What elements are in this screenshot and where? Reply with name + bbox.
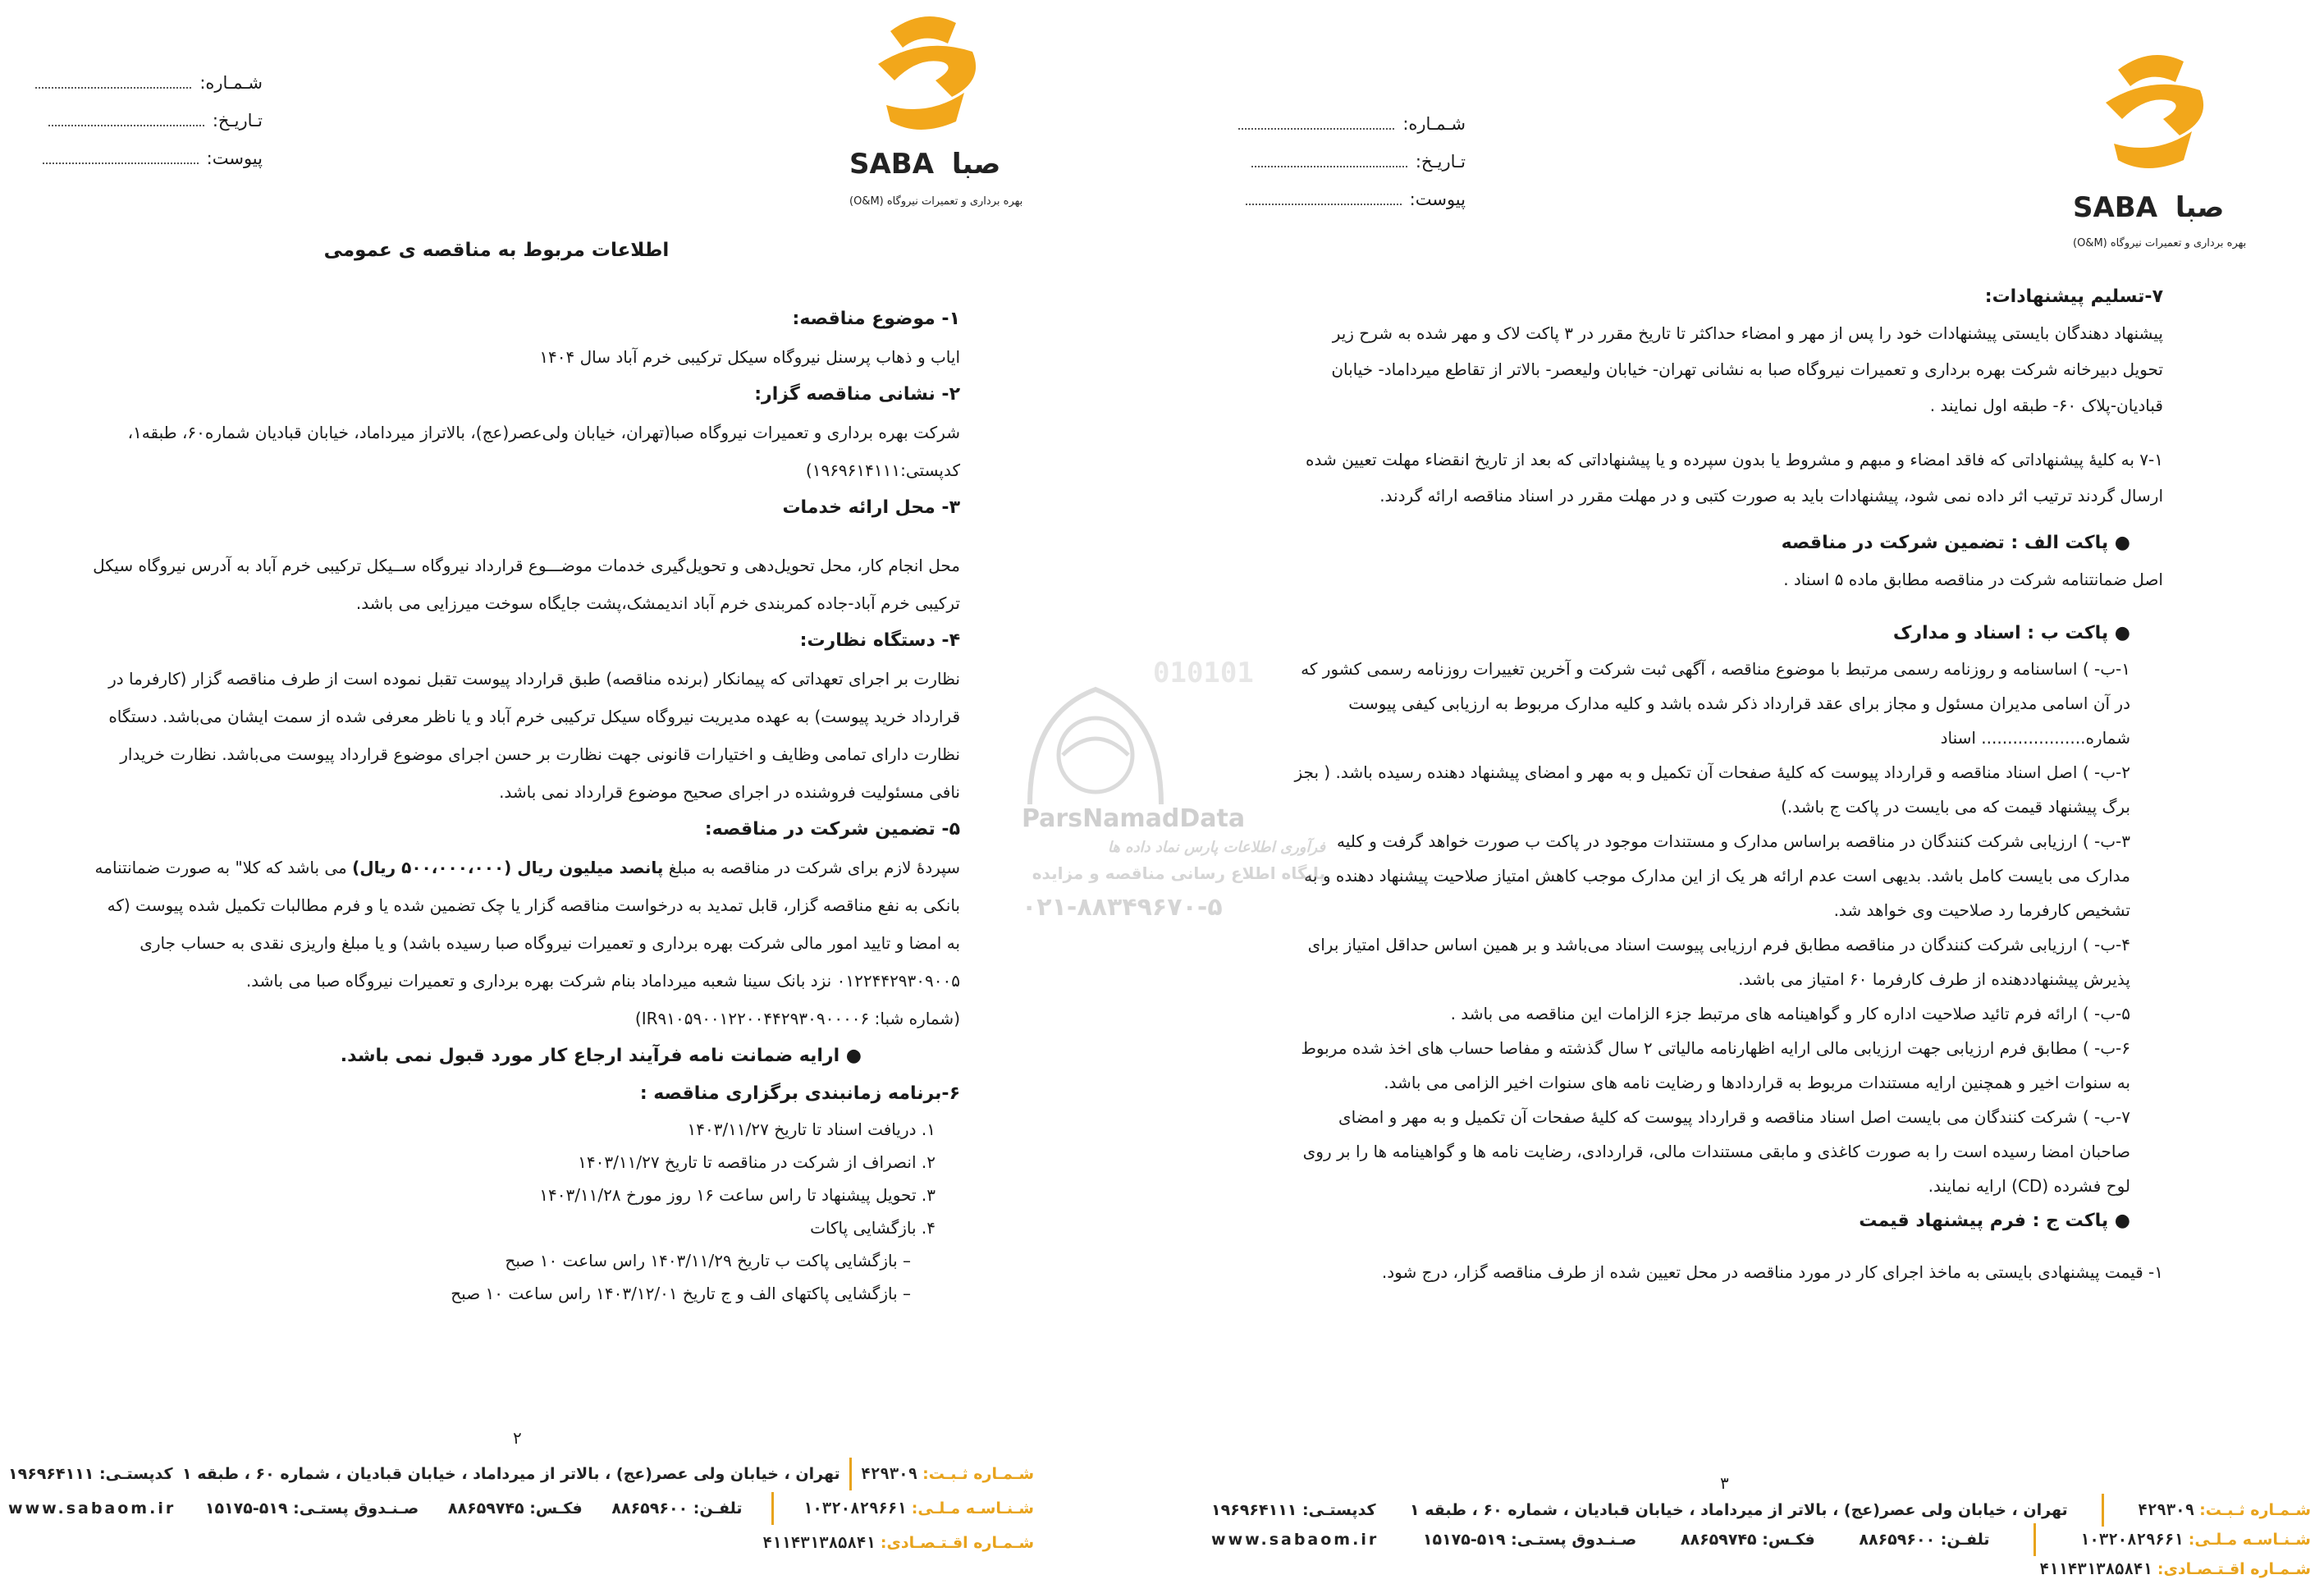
- meta-number-blank: [1238, 127, 1394, 130]
- saba-logo-mark-icon: [853, 7, 993, 142]
- section-1-text: ایاب و ذهاب پرسنل نیروگاه سیکل ترکیبی خرم آباد سال ۱۴۰۴: [539, 347, 960, 367]
- section-2-heading: ۲- نشانی مناقصه گزار:: [754, 384, 960, 405]
- schedule-item: – بازگشایی پاکتهای الف و ج تاریخ ۱۴۰۳/۱۲/۰۱ راس ساعت ۱۰ صبح: [451, 1284, 911, 1303]
- letterhead-footer: [8, 1457, 1034, 1560]
- po-box: صـنـدوق پستـی: ۵۱۹-۱۵۱۷۵: [1422, 1531, 1637, 1549]
- postal-code: کدپستـی: ۱۹۶۹۶۴۱۱۱: [1211, 1501, 1376, 1519]
- sheba-number: (شماره شبا: IR۹۱۰۵۹۰۰۱۲۲۰۰۴۴۲۹۳۰۹۰۰۰۰۶): [634, 1009, 960, 1028]
- schedule-item: ۳. تحویل پیشنهاد تا راس ساعت ۱۶ روز مورخ ۱۴۰۳/۱۱/۲۸: [539, 1185, 936, 1205]
- schedule-item: ۱. دریافت اسناد تا تاریخ ۱۴۰۳/۱۱/۲۷: [687, 1119, 936, 1139]
- schedule-item: ۲. انصراف از شرکت در مناقصه تا تاریخ ۱۴۰۳/۱۱/۲۷: [578, 1152, 936, 1172]
- economic-number: شـمـاره اقـتـصـادی: ۴۱۱۴۳۱۳۸۵۸۴۱: [762, 1534, 1034, 1552]
- parsnamad-watermark: [1005, 657, 1350, 952]
- meta-attachment-blank: [43, 162, 199, 164]
- document-title: اطلاعات مربوط به مناقصه ی عمومی: [323, 240, 670, 261]
- page-number: ۳: [1720, 1473, 1729, 1493]
- watermark-binary: 010101: [1153, 657, 1254, 689]
- watermark-line1: فرآوری اطلاعات پارس نماد داده ها: [1107, 839, 1325, 856]
- company-logo: [2048, 45, 2247, 250]
- section-3-text: محل انجام کار، محل تحویل‌دهی و تحویل‌گیری خدمات موضـــوع قرارداد نیروگاه ســیکل ترکیبی خرم آباد به آدرس نیروگاه سیکل ترکیبی خرم آباد-جاده کمربندی خرم آباد اندیمشک،پشت جایگاه سوخت میرزایی می باشد.: [93, 556, 960, 613]
- brand-name-fa: صبا: [2175, 191, 2225, 224]
- fax-number: فکـس: ۸۸۶۵۹۷۴۵: [1680, 1531, 1815, 1549]
- page-2: [0, 0, 1047, 1584]
- packet-c-text: ۱- قیمت پیشنهادی بایستی به ماخذ اجرای کار در مورد مناقصه در محل تعیین شده از طرف مناقصه گزار، درج شود.: [1381, 1262, 2163, 1282]
- document-meta: [33, 64, 263, 177]
- footer-divider: [771, 1492, 774, 1525]
- brand-logotype: [2073, 191, 2224, 224]
- schedule-item: – بازگشایی پاکت ب تاریخ ۱۴۰۳/۱۱/۲۹ راس ساعت ۱۰ صبح: [505, 1251, 911, 1270]
- meta-date-blank: [1251, 165, 1407, 167]
- company-address: تهران ، خیابان ولی عصر(عج) ، بالاتر از میرداماد ، خیابان قبادیان ، شماره ۶۰ ، طبقه ۱: [1409, 1501, 2068, 1519]
- packet-a-heading: ● پاکت الف : تضمین شرکت در مناقصه: [1781, 533, 2130, 553]
- packet-b-item: ۷-ب- ) شرکت کنندگان می بایست اصل اسناد مناقصه و قرارداد پیوست که کلیهٔ صفحات آن تکمیل و به مهر و امضای صاحبان امضا رسیده است را به صورت کاغذی و مابقی مستندات مالی، قراردادی، رضایت نامه ها و گواهینامه ها را بر روی لوح فشرده (CD) ارایه نمایند.: [1302, 1107, 2130, 1196]
- watermark-phone: ۰۲۱-۸۸۳۴۹۶۷۰-۵: [1022, 893, 1223, 922]
- packet-a-text: اصل ضمانتنامه شرکت در مناقصه مطابق ماده ۵ اسناد .: [1783, 570, 2163, 589]
- right-page-body: [1293, 279, 2163, 1290]
- section-7-heading: ۷-تسلیم پیشنهادات:: [1984, 286, 2163, 307]
- packet-b-item: ۴-ب- ) ارزیابی شرکت کنندگان در مناقصه مطابق فرم ارزیابی پیوست اسناد می‌باشد و بر همین اساس حداقل امتیاز برای پذیرش پیشنهاددهنده از طرف کارفرما ۶۰ امتیاز می باشد.: [1307, 935, 2130, 989]
- meta-date-blank: [48, 124, 204, 126]
- guarantee-note: ● ارایه ضمانت نامه فرآیند ارجاع کار مورد قبول نمی باشد.: [340, 1046, 862, 1066]
- brand-name-en: SABA: [2073, 191, 2158, 224]
- postal-code: کدپستـی: ۱۹۶۹۶۴۱۱۱: [8, 1465, 173, 1483]
- left-page-body: [90, 300, 960, 1310]
- page-number: ۲: [513, 1428, 522, 1448]
- po-box: صـنـدوق پستـی: ۵۱۹-۱۵۱۷۵: [204, 1499, 419, 1518]
- section-7-1-text: ۷-۱ به کلیهٔ پیشنهاداتی که فاقد امضاء و مبهم و مشروط یا بدون سپرده و یا پیشنهاداتی که بعد از تاریخ انقضاء مهلت تعیین شده ارسال گردند ترتیب اثر داده نمی شود، پیشنهادات باید به صورت کتبی و در مهلت مقرر در اسناد مناقصه ارائه گردند.: [1306, 450, 2163, 506]
- packet-b-item: ۱-ب- ) اساسنامه و روزنامه رسمی مرتبط با موضوع مناقصه ، آگهی ثبت شرکت و آخرین تغییرات روزنامه رسمی کشور که در آن اسامی مدیران مسئول و مجاز برای عقد قرارداد ذکر شده باشد و کلیه مدارک مربوط به ارزیابی کیفی پیوست شماره.................... اسناد: [1301, 659, 2130, 748]
- meta-date: تـاریـخ:: [1236, 143, 1466, 181]
- section-3-heading: ۳- محل ارائه خدمات: [782, 497, 960, 518]
- brand-logotype: [849, 148, 1000, 181]
- section-2-text: شرکت بهره برداری و تعمیرات نیروگاه صبا(تهران، خیابان ولی‌عصر(عج)، بالاتراز میرداماد، خیابان قبادیان شماره۶۰، طبقه۱، کدپستی:۱۹۶۹۶۱۴۱۱۱): [127, 423, 960, 480]
- brand-subtitle: بهره برداری و تعمیرات نیروگاه (O&M): [849, 195, 1023, 208]
- phone-number: تلفـن: ۸۸۶۵۹۶۰۰: [1859, 1531, 1990, 1549]
- packet-b-item: ۵-ب- ) ارائه فرم تائید صلاحیت اداره کار و گواهینامه های مرتبط جزء الزامات این مناقصه می باشد .: [1450, 1004, 2130, 1023]
- fax-number: فکـس: ۸۸۶۵۹۷۴۵: [447, 1499, 583, 1518]
- section-5-text: سپردهٔ لازم برای شرکت در مناقصه به مبلغ پانصد میلیون ریال (۵۰۰،۰۰۰،۰۰۰ ریال) می باشد که کلا" به صورت ضمانتنامه بانکی به نفع مناقصه گزار، قابل تمدید به درخواست مناقصه گزار یا چک تضمین شده یا و فرم مطالبات تکمیل شده پیوست (که به امضا و تایید امور مالی شرکت بهره برداری و تعمیرات نیروگاه صبا رسیده باشد) و یا مبلغ واریزی نقدی به حساب جاری ۰۱۲۲۴۴۲۹۳۰۹۰۰۵ نزد بانک سینا شعبه میرداماد بنام شرکت بهره برداری و تعمیرات نیروگاه صبا می باشد.: [94, 858, 960, 991]
- packet-c-heading: ● پاکت ج : فرم پیشنهاد قیمت: [1859, 1211, 2130, 1231]
- economic-number: شـمـاره اقـتـصـادی: ۴۱۱۴۳۱۳۸۵۸۴۱: [2039, 1560, 2311, 1578]
- section-1-heading: ۱- موضوع مناقصه:: [792, 309, 960, 329]
- section-7-text: پیشنهاد دهندگان بایستی پیشنهادات خود را پس از مهر و امضاء حداکثر تا تاریخ مقرر در ۳ پاکت لاک و مهر شده به شرح زیر تحویل دبیرخانه شرکت بهره برداری و تعمیرات نیروگاه صبا به نشانی تهران- خیابان ولیعصر- بالاتر از تقاطع میرداماد- خیابان قبادیان-پلاک ۶۰- طبقه اول نمایند .: [1331, 323, 2163, 415]
- packet-b-item: ۳-ب- ) ارزیابی شرکت کنندگان در مناقصه براساس مدارک و مستندات موجود در پاکت ب صورت خواهد گرفت و کلیه مدارک می بایست کامل باشد. بدیهی است عدم ارائه هر یک از این مدارک موجب کاهش امتیاز صلاحیت پیشنهاد دهنده و به تشخیص کارفرما رد صلاحیت وی خواهد شد.: [1304, 831, 2130, 920]
- section-4-text: نظارت بر اجرای تعهداتی که پیمانکار (برنده مناقصه) طبق قرارداد پیوست تقبل نموده است از طرف مناقصه گزار (کارفرما در قرارداد خرید پیوست) به عهده مدیریت نیروگاه سیکل ترکیبی خرم آباد و یا ناظر معرفی شده از سمت ایشان می‌باشد. دستگاه نظارت دارای تمامی وظایف و اختیارات قانونی جهت نظارت بر حسن اجرای موضوع قرارداد پیوست می‌باشد. نظارت خریدار نافی مسئولیت فروشنده در اجرای صحیح موضوع قرارداد نمی باشد.: [108, 669, 960, 802]
- footer-divider: [2102, 1494, 2104, 1527]
- company-address: تهران ، خیابان ولی عصر(عج) ، بالاتر از میرداماد ، خیابان قبادیان ، شماره ۶۰ ، طبقه ۱: [181, 1465, 840, 1483]
- meta-date: تـاریـخ:: [33, 102, 263, 140]
- website-link[interactable]: www.sabaom.ir: [8, 1499, 176, 1518]
- registration-number: شـمـاره ثـبـت: ۴۲۹۳۰۹: [2138, 1501, 2311, 1519]
- letterhead-footer: [1211, 1495, 2311, 1584]
- document-meta: [1236, 105, 1466, 218]
- phone-number: تلفـن: ۸۸۶۵۹۶۰۰: [611, 1499, 743, 1518]
- website-link[interactable]: www.sabaom.ir: [1211, 1531, 1379, 1549]
- schedule-item: ۴. بازگشایی پاکات: [810, 1218, 936, 1238]
- meta-number-blank: [35, 86, 191, 89]
- section-6-heading: ۶-برنامه زمانبندی برگزاری مناقصه :: [639, 1083, 960, 1104]
- brand-name-fa: صبا: [951, 148, 1001, 181]
- meta-number: شـمـاره:: [33, 64, 263, 102]
- packet-b-list: [1293, 652, 2163, 1203]
- meta-attachment: پیوست:: [1236, 181, 1466, 218]
- watermark-line2: پایگاه اطلاع رسانی مناقصه و مزایده: [1032, 863, 1325, 883]
- schedule-list: [90, 1113, 960, 1310]
- packet-b-item: ۲-ب- ) اصل اسناد مناقصه و قرارداد پیوست که کلیهٔ صفحات آن تکمیل و به مهر و امضای پیشنهاد دهنده رسیده باشد. ( بجز برگ پیشنهاد قیمت که می بایست در پاکت ج باشد.): [1294, 762, 2130, 817]
- watermark-name: ParsNamadData: [1022, 804, 1246, 833]
- footer-divider: [2034, 1523, 2036, 1556]
- packet-b-heading: ● پاکت ب : اسناد و مدارک: [1892, 623, 2130, 643]
- national-id: شـنـاسـه مـلـی: ۱۰۳۲۰۸۲۹۶۶۱: [803, 1499, 1034, 1518]
- brand-subtitle: بهره برداری و تعمیرات نیروگاه (O&M): [2073, 237, 2247, 250]
- meta-attachment: پیوست:: [33, 140, 263, 177]
- meta-attachment-blank: [1246, 203, 1402, 205]
- company-logo: [829, 7, 1023, 212]
- section-4-heading: ۴- دستگاه نظارت:: [799, 630, 960, 651]
- saba-logo-mark-icon: [2081, 45, 2221, 181]
- meta-number: شـمـاره:: [1236, 105, 1466, 143]
- page-3: [1187, 0, 2324, 1584]
- packet-b-item: ۶-ب- ) مطابق فرم ارزیابی جهت ارزیابی مالی ارایه اظهارنامه مالیاتی ۲ سال گذشته و مفاصا حساب های اخذ شده مربوط به سنوات اخیر و همچنین ارایه مستندات مربوط به قراردادها و رضایت نامه های سنوات اخیر الزامی می باشد.: [1301, 1038, 2130, 1092]
- guarantee-amount: پانصد میلیون ریال (۵۰۰،۰۰۰،۰۰۰ ریال): [352, 858, 664, 877]
- brand-name-en: SABA: [849, 148, 935, 181]
- footer-divider: [849, 1458, 852, 1490]
- registration-number: شـمـاره ثـبـت: ۴۲۹۳۰۹: [861, 1465, 1034, 1483]
- national-id: شـنـاسـه مـلـی: ۱۰۳۲۰۸۲۹۶۶۱: [2079, 1531, 2311, 1549]
- section-5-heading: ۵- تضمین شرکت در مناقصه:: [704, 819, 960, 840]
